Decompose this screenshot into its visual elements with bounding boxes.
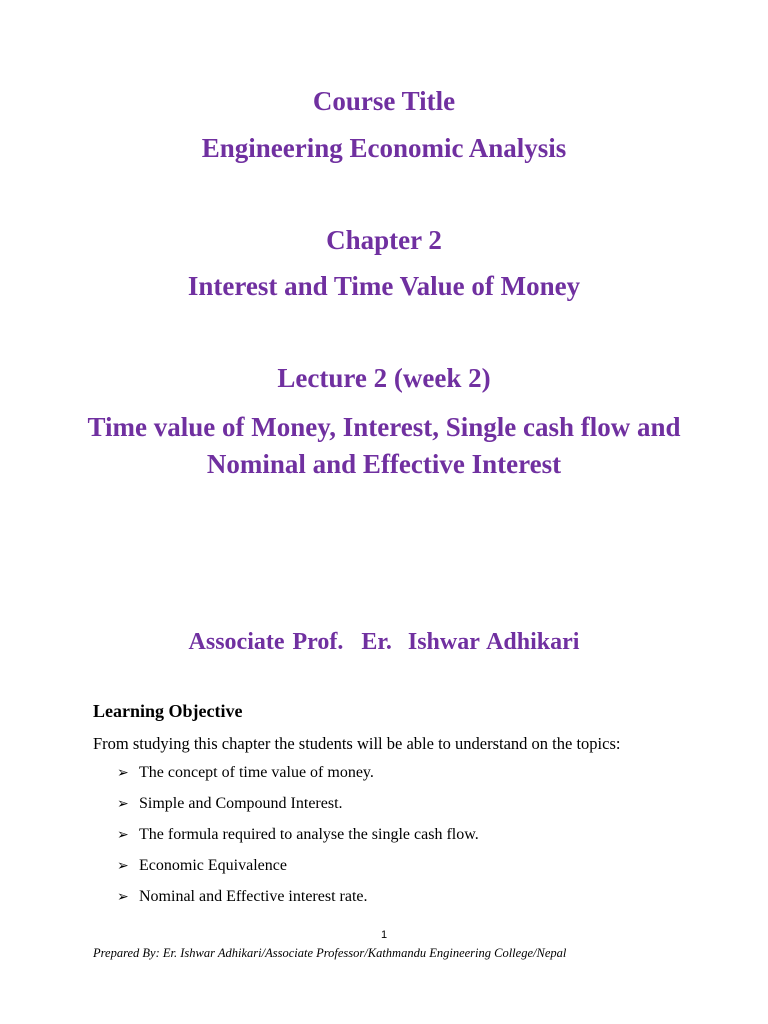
list-item-text: Nominal and Effective interest rate. xyxy=(139,888,368,905)
learning-objective-list xyxy=(117,764,479,919)
list-item xyxy=(117,795,479,826)
list-item-text: The formula required to analyse the single cash flow. xyxy=(139,826,479,843)
list-item xyxy=(117,826,479,857)
arrow-bullet-icon: ➢ xyxy=(117,796,129,812)
learning-objective-heading: Learning Objective xyxy=(93,701,243,721)
list-item xyxy=(117,857,479,888)
author-title: Associate Prof. xyxy=(188,629,344,655)
arrow-bullet-icon: ➢ xyxy=(117,889,129,905)
course-title-label: Course Title xyxy=(312,86,456,116)
learning-objective-intro: From studying this chapter the students will be able to understand on the topics: xyxy=(93,734,621,753)
list-item-text: Economic Equivalence xyxy=(139,857,287,874)
arrow-bullet-icon: ➢ xyxy=(117,858,129,874)
author-line xyxy=(0,629,768,656)
chapter-title: Interest and Time Value of Money xyxy=(187,271,581,301)
page-number: 1 xyxy=(380,929,388,941)
list-item-text: Simple and Compound Interest. xyxy=(139,795,343,812)
list-item xyxy=(117,764,479,795)
arrow-bullet-icon: ➢ xyxy=(117,765,129,781)
list-item xyxy=(117,888,479,919)
list-item-text: The concept of time value of money. xyxy=(139,764,374,781)
author-name: Er. Ishwar Adhikari xyxy=(361,629,580,655)
page-footer: Prepared By: Er. Ishwar Adhikari/Associate Professor/Kathmandu Engineering College/Nepal xyxy=(93,946,567,960)
chapter-number: Chapter 2 xyxy=(326,225,442,255)
lecture-number: Lecture 2 (week 2) xyxy=(277,363,491,393)
lecture-topics: Time value of Money, Interest, Single cash flow and Nominal and Effective Interest xyxy=(87,412,681,479)
course-name: Engineering Economic Analysis xyxy=(201,133,567,163)
arrow-bullet-icon: ➢ xyxy=(117,827,129,843)
